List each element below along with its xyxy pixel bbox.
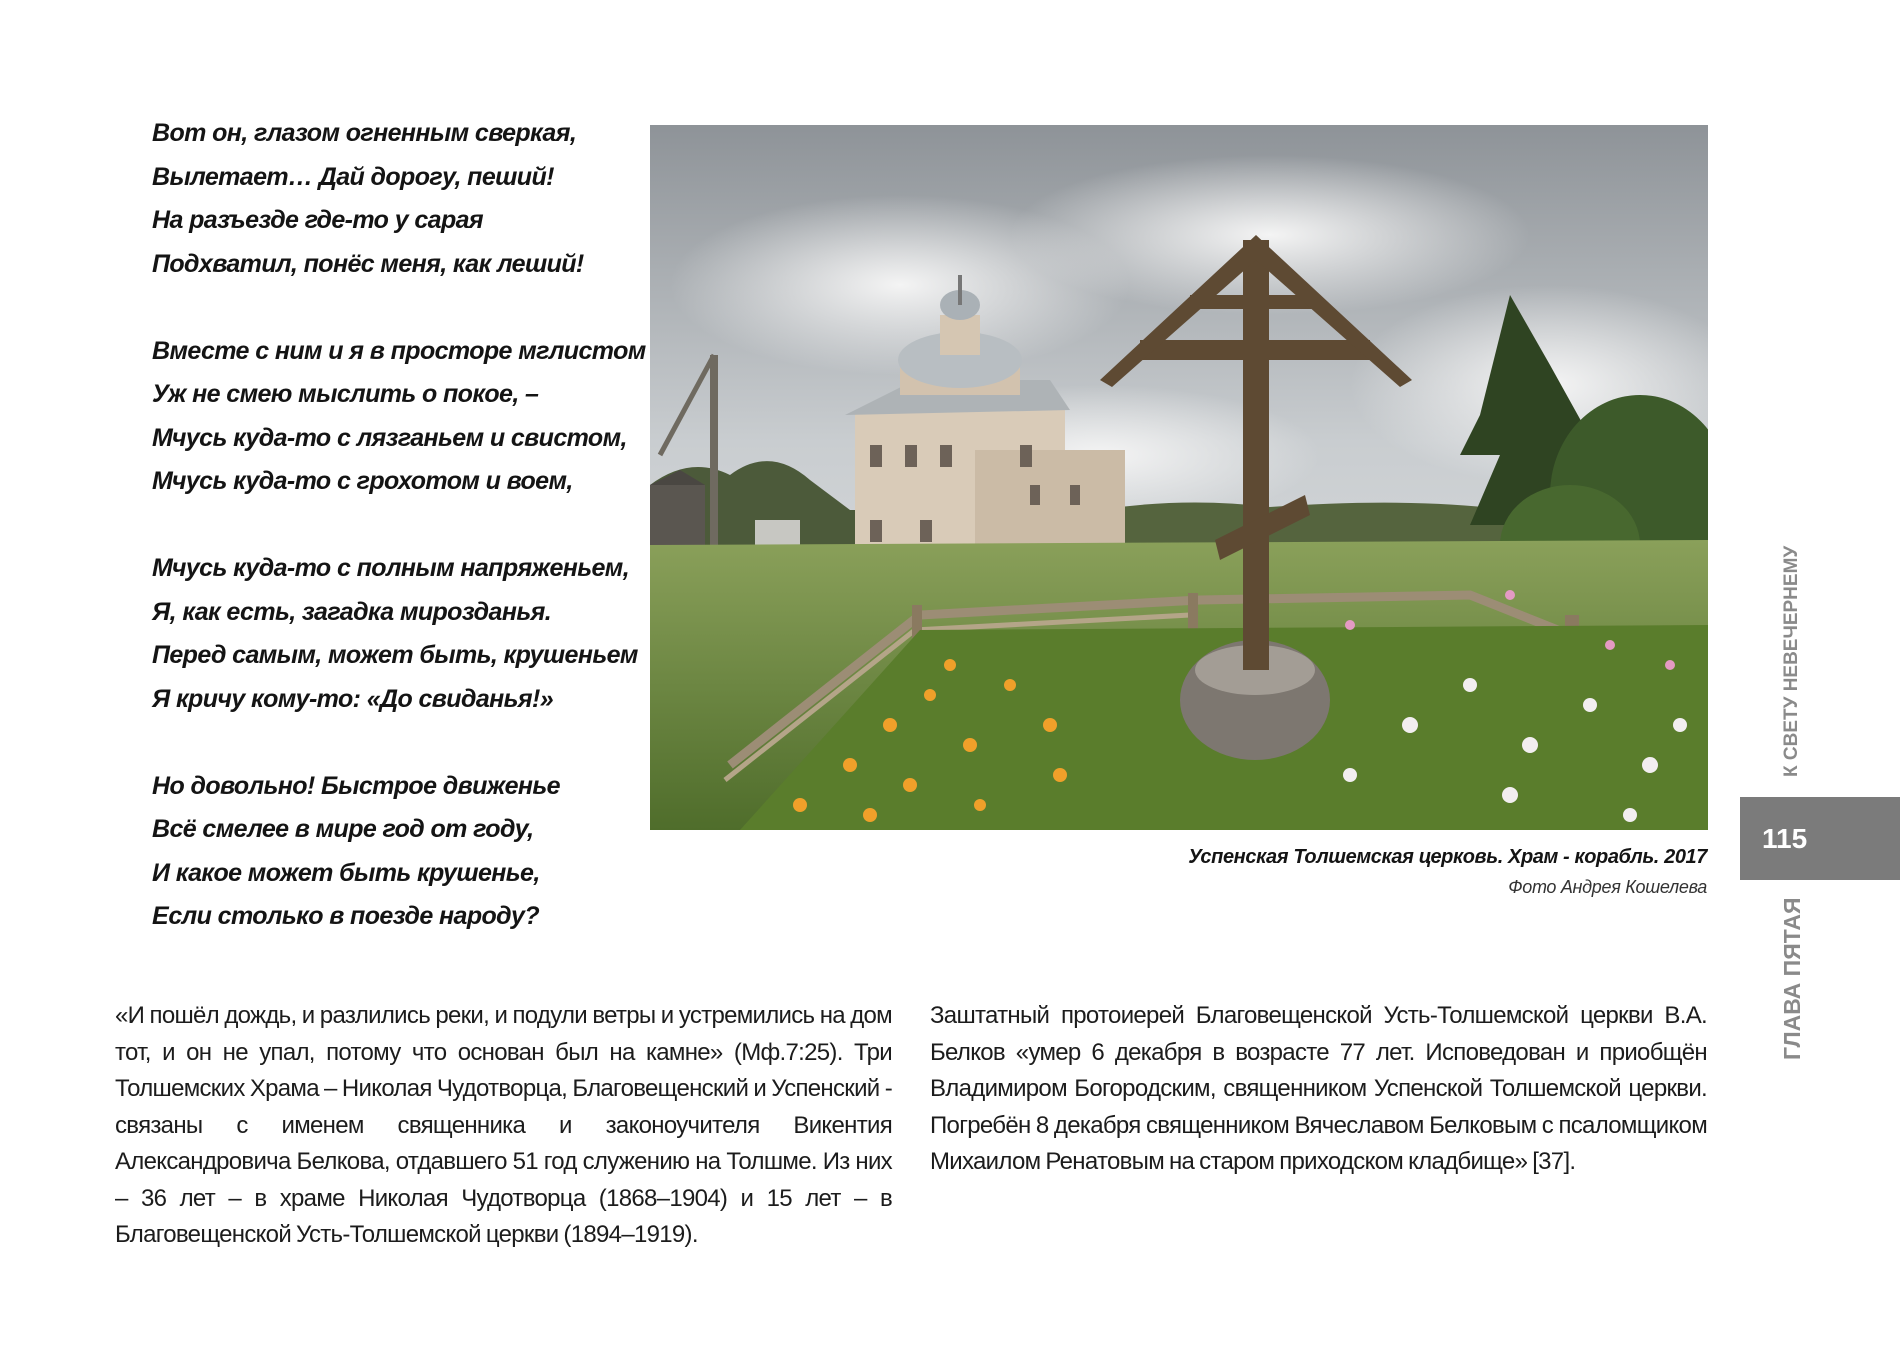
poem-line: Подхватил, понёс меня, как леший! [152, 249, 584, 278]
poem-line: На разъезде где-то у сарая [152, 206, 484, 234]
poem-line: Если столько в поезде народу? [152, 902, 540, 930]
poem-line: Мчусь куда-то с лязганьем и свистом, [152, 423, 627, 452]
church-photo [650, 125, 1708, 830]
poem-line: Уж не смею мыслить о покое, – [152, 380, 539, 408]
poem-stanza-1 [152, 112, 652, 286]
poem-line: И какое может быть крушенье, [152, 858, 540, 887]
poem-line: Всё смелее в мире год от году, [152, 815, 534, 843]
poem-line: Вот он, глазом огненным сверкая, [152, 119, 577, 147]
body-text-column-1: «И пошёл дождь, и разлились реки, и подули ветры и устремились на дом тот, и он не упал, потому что основан был на камне» (Мф.7:25). Три Толшемских Храма – Николая Чудотворца, Благовещенский и Успенский - связаны с именем священника и законоучителя Викентия Александровича Белкова, отдавшего 51 год служению на Толшме. Из них – 36 лет – в храме Николая Чудотворца (1868–1904) и 15 лет – в Благовещенской Усть-Толшемской церкви (1894–1919). [115, 1002, 892, 1248]
poem-line: Я кричу кому-то: «До свиданья!» [152, 684, 554, 713]
caption-credit: Фото Андрея Кошелева [1508, 877, 1707, 897]
church-photo-illustration [650, 125, 1708, 830]
poem-line: Мчусь куда-то с грохотом и воем, [152, 467, 573, 495]
poem-stanza-2 [152, 330, 652, 504]
poem-line: Вместе с ним и я в просторе мглистом [152, 336, 646, 365]
poem-stanza-3 [152, 547, 652, 721]
poem [152, 112, 652, 982]
poem-stanza-4 [152, 765, 652, 939]
chapter-label: ГЛАВА ПЯТАЯ [1779, 897, 1805, 1060]
poem-line: Вылетает… Дай дорогу, пеший! [152, 162, 554, 191]
page-number-tab [1740, 797, 1900, 880]
poem-line: Перед самым, может быть, крушеньем [152, 641, 638, 669]
poem-line: Но довольно! Быстрое движенье [152, 771, 560, 800]
caption-title: Успенская Толшемская церковь. Храм - корабль. 2017 [1188, 846, 1707, 868]
page-number: 115 [1762, 822, 1808, 854]
photo-caption [1188, 846, 1707, 898]
poem-line: Я, как есть, загадка мирозданья. [152, 597, 552, 626]
body-text-column-2: Заштатный протоиерей Благовещенской Усть-Толшемской церкви В.А. Белков «умер 6 декабря в возрасте 77 лет. Исповедован и приобщён Владимиром Богородским, священником Успенской Толшемской церкви. Погребён 8 декабря священником Вячеславом Белковым с псаломщиком Михаилом Ренатовым на старом приходском кладбище» [37]. [930, 1002, 1707, 1175]
section-title: К СВЕТУ НЕВЕЧЕРНЕМУ [1781, 545, 1802, 777]
poem-line: Мчусь куда-то с полным напряженьем, [152, 554, 630, 582]
